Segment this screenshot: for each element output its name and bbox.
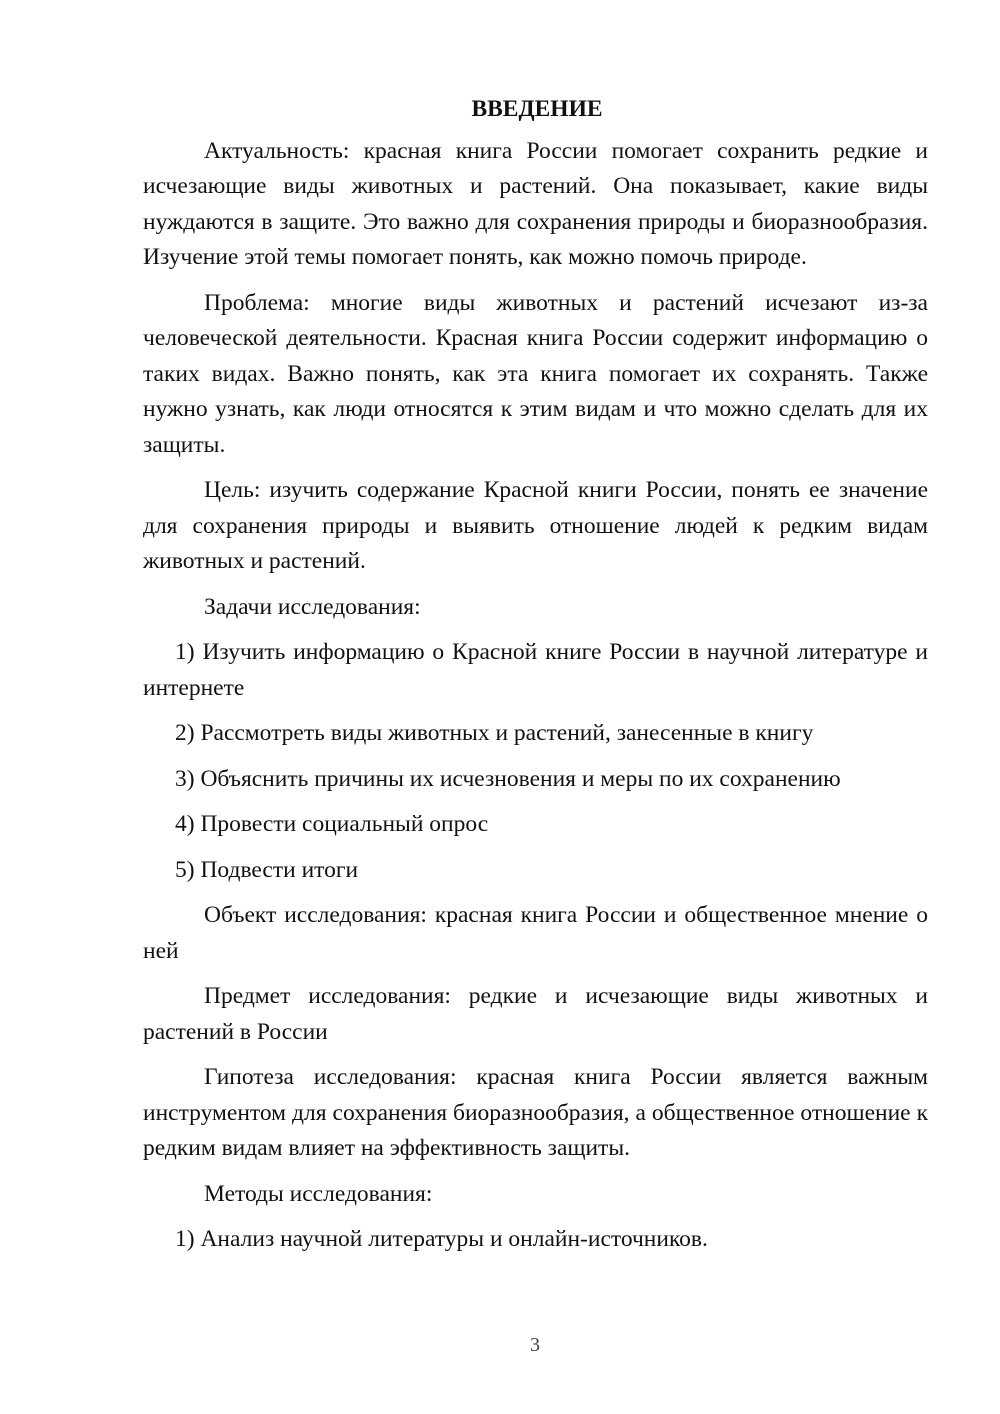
- task-item: 1) Изучить информацию о Красной книге России в научной литературе и интернете: [143, 639, 928, 701]
- task-item: 3) Объяснить причины их исчезновения и меры по их сохранению: [175, 765, 841, 792]
- subject-paragraph: Предмет исследования: редкие и исчезающие виды животных и растений в России: [143, 983, 928, 1045]
- task-item: 2) Рассмотреть виды животных и растений, занесенные в книгу: [175, 720, 814, 746]
- tasks-heading: Задачи исследования:: [204, 593, 421, 620]
- relevance-paragraph: Актуальность: красная книга России помогает сохранить редкие и исчезающие виды животных и растений. Она показывает, какие виды нуждаются в защите. Это важно для сохранения природы и биоразнообразия. Изучение этой темы помогает понять, как можно помочь природе.: [143, 137, 928, 270]
- methods-heading: Методы исследования:: [204, 1180, 433, 1207]
- page-title: ВВЕДЕНИЕ: [471, 96, 603, 122]
- task-item: 5) Подвести итоги: [175, 856, 359, 883]
- page-number: 3: [530, 1334, 540, 1356]
- task-item: 4) Провести социальный опрос: [175, 811, 489, 837]
- method-item: 1) Анализ научной литературы и онлайн-источников.: [175, 1226, 708, 1252]
- object-paragraph: Объект исследования: красная книга России и общественное мнение о ней: [143, 902, 928, 964]
- hypothesis-paragraph: Гипотеза исследования: красная книга России является важным инструментом для сохранения биоразнообразия, а общественное отношение к редким видам влияет на эффективность защиты.: [143, 1064, 928, 1161]
- page-content: [143, 92, 928, 1268]
- goal-paragraph: Цель: изучить содержание Красной книги России, понять ее значение для сохранения природы и выявить отношение людей к редким видам животных и растений.: [143, 477, 928, 574]
- problem-paragraph: Проблема: многие виды животных и растений исчезают из-за человеческой деятельности. Красная книга России содержит информацию о таких видах. Важно понять, как эта книга помогает их сохранять. Также нужно узнать, как люди относятся к этим видам и что можно сделать для их защиты.: [143, 289, 928, 458]
